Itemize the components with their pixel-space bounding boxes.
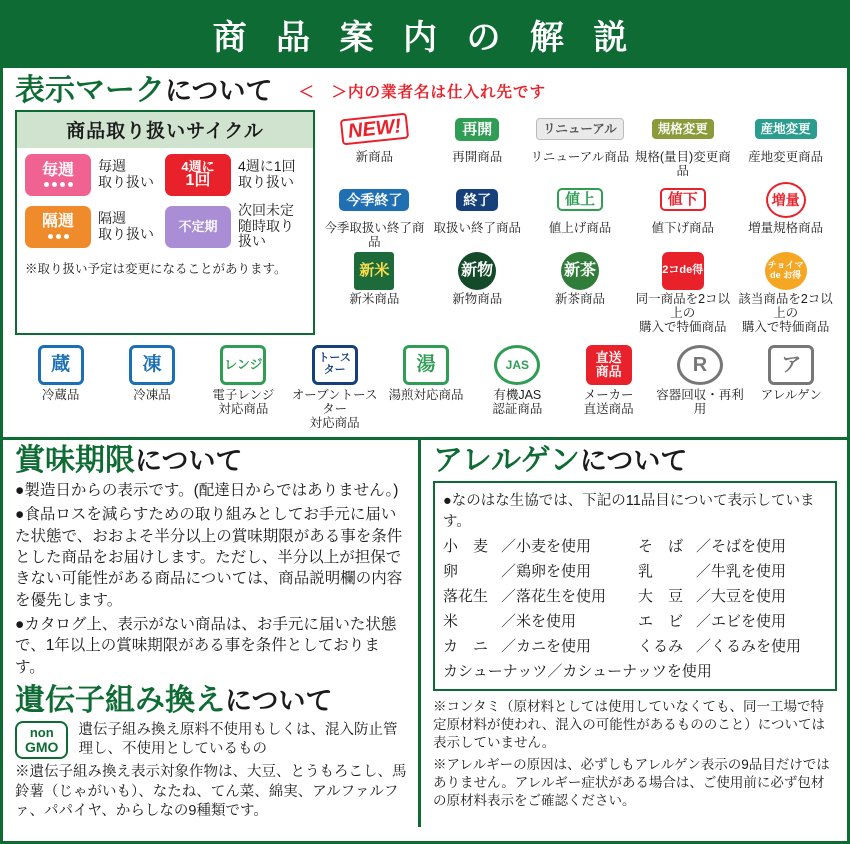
allergen-lead: ●なのはな生協では、下記の11品目について表示しています。 — [443, 492, 815, 530]
allergen-desc: 鶏卵を使用 — [516, 562, 592, 580]
mark-item-new-tea — [529, 252, 632, 335]
expiry-paragraph: ●カタログ上、表示がない商品は、お手元に届いた状態で、1年以上の賞味期限がある事を条件としております。 — [15, 616, 397, 676]
display-marks-title-suffix: について — [165, 76, 273, 106]
mark-grid — [323, 110, 837, 335]
mark-item-new — [323, 110, 426, 179]
icon-caption: アレルゲン — [760, 387, 822, 402]
mark-caption: 該当商品を2コ以上の 購入で特価商品 — [738, 291, 833, 335]
origin-change-badge-icon: 産地変更 — [755, 119, 817, 140]
increase-badge-icon: 増量 — [766, 182, 806, 218]
allergen-notes — [433, 698, 837, 810]
non-gmo-line1: non — [29, 725, 54, 741]
allergen-item: 落花生 ／落花生を使用 — [443, 585, 632, 606]
end-badge-icon: 終了 — [456, 189, 498, 211]
cycle-desc-weekly: 毎週 取り扱い — [98, 158, 154, 190]
display-marks-body — [15, 110, 837, 335]
mark-caption: 新茶商品 — [554, 291, 605, 306]
icon-caption: 容器回収・再利用 — [656, 387, 744, 416]
mark-caption: 産地変更商品 — [748, 150, 824, 164]
display-marks-section — [3, 68, 847, 339]
gmo-title — [15, 686, 408, 716]
allergen-name: 卵 — [443, 562, 459, 580]
cycle-chip-label: 4週に — [181, 158, 215, 174]
cycle-desc-irregular: 次回未定 随時取り扱い — [238, 202, 294, 250]
display-marks-header — [15, 76, 837, 106]
mark-item-price-up — [529, 181, 632, 250]
two-for-deal-badge-icon: 2コde得 — [662, 252, 704, 290]
allergen-item: カ ニ ／カニを使用 — [443, 635, 632, 656]
allergen-title-main: アレルゲン — [433, 443, 580, 477]
icon-item-microwave — [198, 345, 289, 417]
cycle-row — [25, 203, 305, 250]
gmo-title-suffix: について — [225, 686, 333, 717]
allergen-name: 乳 — [638, 562, 669, 580]
expiry-title-main: 賞味期限 — [15, 443, 135, 477]
allergen-name: くるみ — [638, 637, 684, 655]
badge-wrap — [766, 181, 806, 219]
icon-item-boil — [380, 345, 471, 402]
choima-deal-badge-icon: チョイマde お得 — [765, 252, 807, 290]
microwave-icon-label: レンジ — [224, 357, 263, 373]
bottom-columns — [3, 437, 847, 827]
boil-icon: 湯 — [403, 345, 449, 385]
badge-wrap — [660, 181, 706, 219]
icon-caption: 冷蔵品 — [41, 387, 80, 402]
mark-caption: 増量規格商品 — [748, 220, 824, 235]
mark-caption: 同一商品を2コ以上の 購入で特価商品 — [635, 291, 731, 335]
mark-item-increase — [734, 181, 837, 250]
mark-item-spec-change — [631, 110, 734, 179]
icon-item-frozen — [106, 345, 197, 402]
allergen-grid — [443, 535, 827, 681]
frozen-icon: 凍 — [129, 345, 175, 385]
allergen-icon: ア — [768, 345, 814, 385]
mark-caption: 規格(量目)変更商品 — [634, 150, 731, 179]
icon-caption: オーブントースター 対応商品 — [291, 387, 378, 431]
allergen-title — [433, 443, 837, 477]
allergen-name: そ ば — [638, 537, 684, 555]
microwave-icon — [220, 345, 266, 385]
mark-caption: 値上げ商品 — [548, 220, 612, 235]
badge-wrap — [456, 181, 498, 219]
allergen-desc: カニを使用 — [516, 637, 592, 655]
non-gmo-line2: GMO — [25, 738, 59, 755]
mark-item-restart — [426, 110, 529, 179]
mark-item-origin-change — [734, 110, 837, 179]
refrigerated-icon: 蔵 — [38, 345, 84, 385]
allergen-name: 米 — [443, 612, 474, 630]
display-marks-title-main: 表示マーク — [15, 74, 165, 107]
cycle-chip-4weeks — [165, 154, 231, 196]
icon-caption: 冷凍品 — [133, 387, 171, 402]
allergen-item: 小 麦 ／小麦を使用 — [443, 535, 632, 556]
cycle-dots-icon — [44, 182, 73, 187]
allergen-desc: カシューナッツを使用 — [562, 662, 712, 680]
allergen-item: 乳 ／牛乳を使用 — [638, 560, 827, 581]
cycle-row — [25, 154, 305, 196]
allergen-item: くるみ ／くるみを使用 — [638, 635, 827, 656]
allergen-item: 卵 ／鶏卵を使用 — [443, 560, 632, 581]
cycle-chip-irregular — [165, 206, 231, 248]
badge-wrap — [458, 252, 496, 290]
spec-change-badge-icon: 規格変更 — [652, 119, 714, 140]
allergen-desc: 落花生を使用 — [516, 587, 607, 605]
badge-wrap — [341, 110, 408, 148]
mark-caption: 新米商品 — [349, 291, 400, 306]
price-down-badge-icon: 値下 — [660, 188, 706, 211]
cycle-chip-biweekly — [25, 206, 91, 248]
allergen-desc: 米を使用 — [516, 612, 577, 630]
cycle-chip-label: 毎週 — [41, 161, 74, 179]
allergen-name: 小 麦 — [443, 537, 489, 555]
icon-caption: 電子レンジ 対応商品 — [212, 387, 275, 416]
mark-item-end — [426, 181, 529, 250]
restart-badge-icon: 再開 — [455, 118, 499, 141]
allergen-desc: 牛乳を使用 — [711, 562, 787, 580]
new-badge-icon: NEW! — [340, 113, 410, 146]
icon-caption: メーカー 直送商品 — [583, 387, 634, 416]
allergen-desc: エビを使用 — [711, 612, 787, 630]
mark-caption: 新商品 — [355, 150, 394, 164]
allergen-desc: 大豆を使用 — [711, 587, 787, 605]
non-gmo-icon — [15, 721, 68, 759]
expiry-paragraph: ●製造日からの表示です。(配達日からではありません。) — [15, 481, 399, 499]
icon-item-toaster — [289, 345, 380, 431]
renewal-badge-icon: リニューアル — [536, 118, 624, 141]
mark-item-new-rice — [323, 252, 426, 335]
organic-jas-icon: JAS — [494, 345, 540, 385]
handling-cycle-rows — [17, 148, 313, 259]
mark-item-price-down — [631, 181, 734, 250]
expiry-title — [15, 443, 408, 477]
gmo-note: ※遺伝子組み換え表示対象作物は、大豆、とうもろこし、馬鈴薯（じゃがいも）、なたね、てん菜、綿実、アルファルファ、パパイヤ、からしなの9種類です。 — [15, 764, 407, 819]
mark-item-two-for-deal — [631, 252, 734, 335]
gmo-title-main: 遺伝子組み換え — [15, 684, 225, 718]
allergen-name: カ ニ — [443, 637, 489, 655]
handling-cycle-table — [15, 110, 315, 335]
supplier-note: ＜ ＞内の業者名は仕入れ先です — [298, 84, 546, 101]
new-tea-badge-icon: 新茶 — [561, 252, 599, 290]
allergen-name: カシューナッツ — [443, 662, 548, 680]
season-end-badge-icon: 今季終了 — [339, 189, 409, 211]
icon-item-refrigerated — [15, 345, 106, 402]
badge-wrap — [662, 252, 704, 290]
mark-item-season-end — [323, 181, 426, 250]
allergen-name: エ ビ — [638, 612, 684, 630]
cycle-chip-label: 隔週 — [41, 213, 74, 231]
badge-wrap — [354, 252, 394, 290]
icon-item-direct-ship — [563, 345, 654, 417]
mark-caption: 新物商品 — [452, 291, 503, 306]
new-rice-badge-icon: 新米 — [354, 252, 394, 290]
allergen-note: ※コンタミ（原材料としては使用していなくても、同一工場で特定原材料が使われ、混入の可能性があるもののこと）については表示していません。 — [433, 698, 826, 750]
mark-caption: 値下げ商品 — [651, 220, 715, 235]
allergen-item: そ ば ／そばを使用 — [638, 535, 827, 556]
expiry-and-gmo-column — [3, 440, 421, 827]
gmo-row — [15, 721, 408, 759]
mark-caption: 取扱い終了商品 — [433, 220, 521, 235]
badge-wrap — [455, 110, 499, 148]
cycle-dots-icon — [48, 234, 69, 239]
mark-caption: 今季取扱い終了商品 — [324, 220, 425, 250]
display-marks-title — [15, 76, 272, 106]
handling-cycle-note: ※取り扱い予定は変更になることがあります。 — [25, 262, 287, 277]
mark-caption: リニューアル商品 — [530, 150, 630, 164]
allergen-desc: くるみを使用 — [711, 637, 802, 655]
direct-ship-icon: 直送 商品 — [586, 345, 632, 385]
cycle-chip-label: 不定期 — [178, 218, 218, 234]
product-icon-row — [3, 339, 847, 437]
icon-item-recycle — [654, 345, 745, 417]
icon-caption: 湯煎対応商品 — [388, 387, 464, 402]
mark-item-renewal — [529, 110, 632, 179]
toaster-icon: トースター — [312, 345, 358, 385]
icon-item-organic-jas — [472, 345, 563, 417]
cycle-chip-weekly — [25, 154, 91, 196]
cycle-desc-biweekly: 隔週 取り扱い — [98, 209, 154, 242]
allergen-name: 大 豆 — [638, 587, 684, 605]
expiry-title-suffix: について — [135, 445, 243, 476]
badge-wrap — [765, 252, 807, 290]
cycle-chip-sublabel: 1回 — [185, 172, 211, 190]
allergen-name: 落花生 — [443, 587, 489, 605]
badge-wrap — [536, 110, 624, 148]
allergen-item: カシューナッツ／カシューナッツを使用 — [443, 662, 712, 680]
badge-wrap — [339, 181, 409, 219]
allergen-item: 大 豆 ／大豆を使用 — [638, 585, 827, 606]
allergen-column — [421, 440, 847, 827]
page-title: 商 品 案 内 の 解 説 — [3, 3, 847, 68]
mark-caption: 再開商品 — [452, 150, 503, 164]
new-crop-badge-icon: 新物 — [458, 252, 496, 290]
mark-item-new-crop — [426, 252, 529, 335]
gmo-mark-caption: 遺伝子組み換え原料不使用もしくは、混入防止管理し、不使用としているもの — [78, 722, 398, 758]
mark-item-choima-deal — [734, 252, 837, 335]
allergen-title-suffix: について — [579, 445, 688, 476]
allergen-item: 米 ／米を使用 — [443, 610, 632, 631]
recycle-icon: R — [677, 345, 723, 385]
allergen-list-box — [433, 481, 837, 691]
expiry-paragraph: ●食品ロスを減らすための取り組みとしてお手元に届いた状態で、おおよそ半分以上の賞味期限がある事を条件とした商品をお届けします。ただし、半分以上が担保できない可能性がある商品については、商品説明欄の内容を優先します。 — [15, 506, 403, 609]
cycle-desc-4weeks: 4週に1回 取り扱い — [238, 158, 296, 190]
badge-wrap — [652, 110, 714, 148]
price-up-badge-icon: 値上 — [557, 188, 603, 211]
allergen-note: ※アレルギーの原因は、必ずしもアレルゲン表示の9品目だけではありません。アレルギー症状がある場合は、ご使用前に必ず包材の原材料表示をご確認ください。 — [433, 756, 830, 809]
icon-caption: 有機JAS 認証商品 — [492, 387, 543, 416]
expiry-body — [15, 480, 408, 678]
badge-wrap — [755, 110, 817, 148]
allergen-desc: そばを使用 — [711, 537, 787, 555]
allergen-item: エ ビ ／エビを使用 — [638, 610, 827, 631]
allergen-desc: 小麦を使用 — [516, 537, 592, 555]
badge-wrap — [557, 181, 603, 219]
badge-wrap — [561, 252, 599, 290]
handling-cycle-heading: 商品取り扱いサイクル — [17, 112, 313, 148]
icon-item-allergen — [746, 345, 837, 402]
